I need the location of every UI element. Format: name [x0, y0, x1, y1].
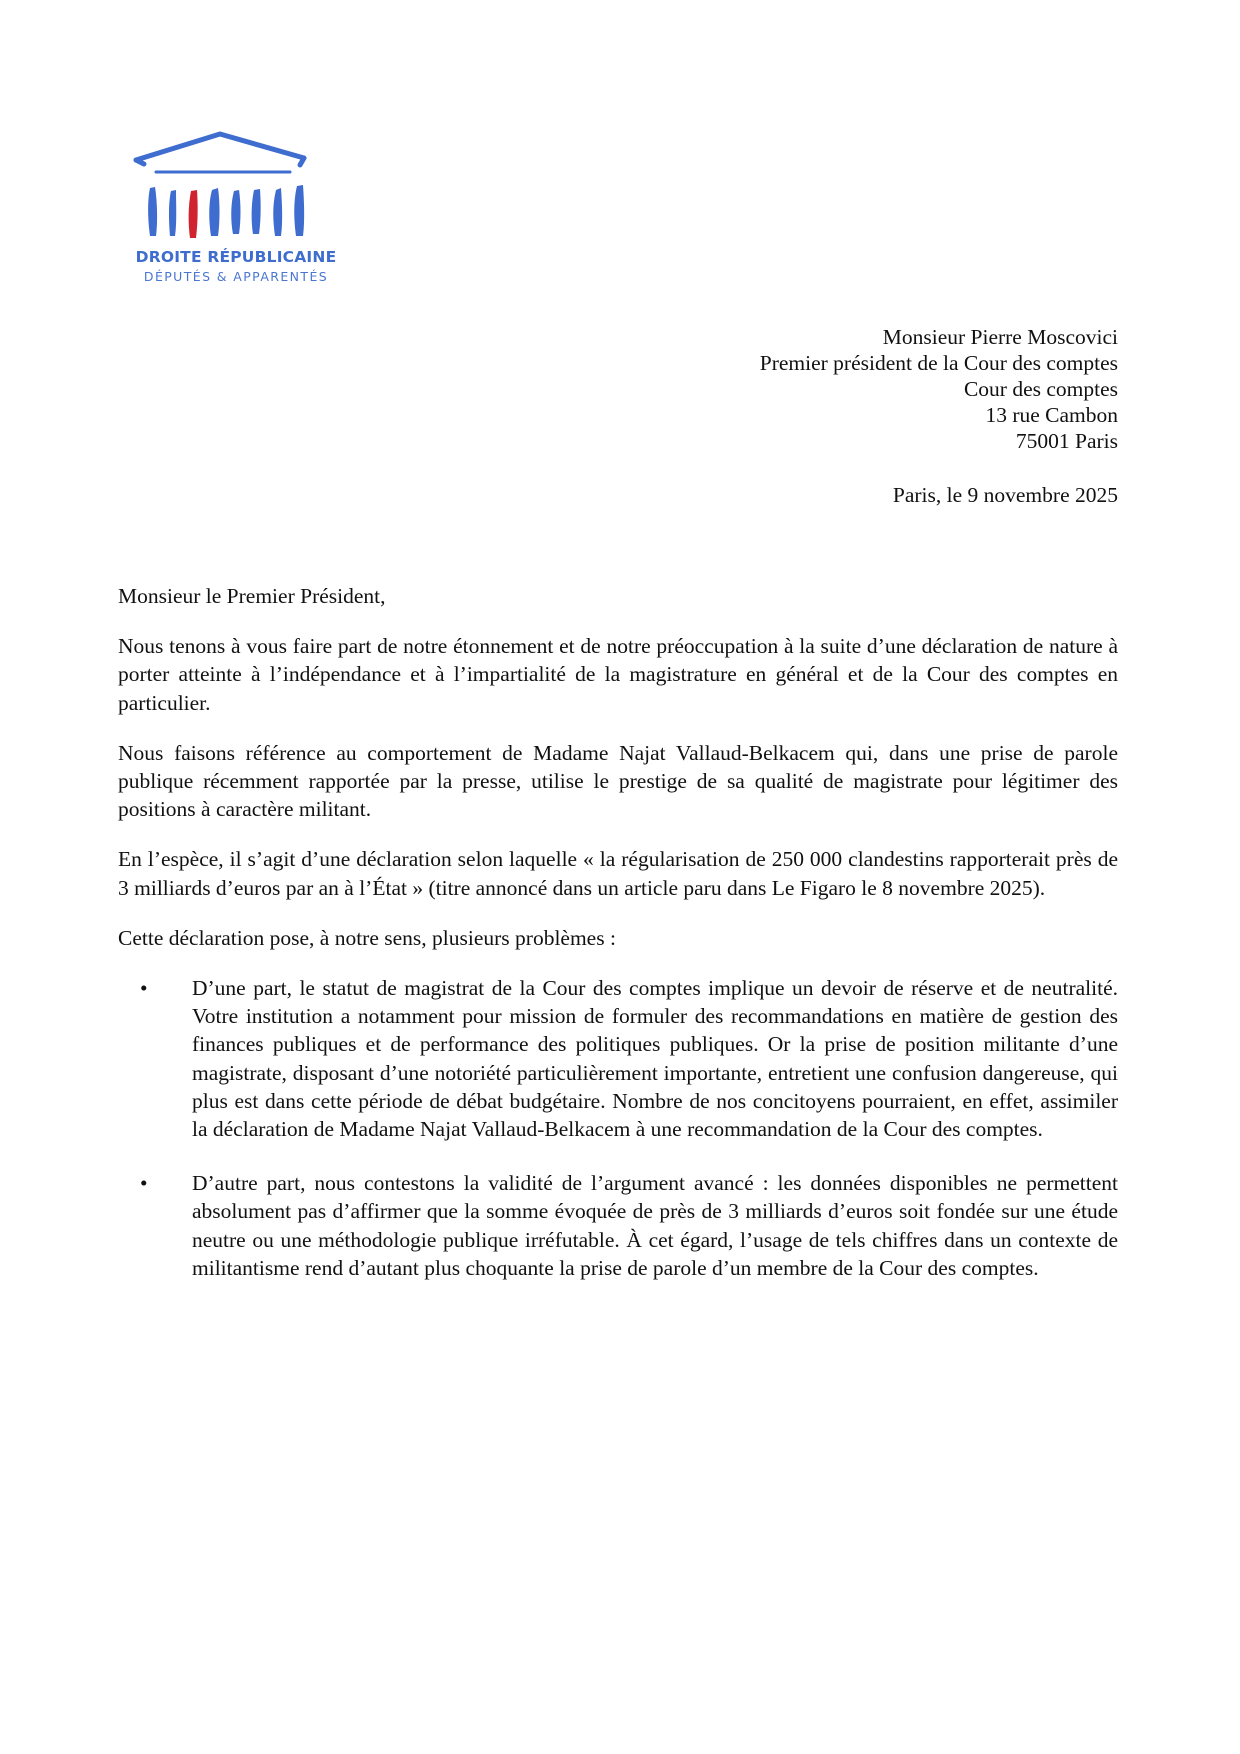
- recipient-street: 13 rue Cambon: [985, 403, 1118, 427]
- assembly-building-icon: [130, 130, 340, 248]
- recipient-name: Monsieur Pierre Moscovici: [882, 325, 1118, 349]
- recipient-address: [760, 324, 1118, 454]
- list-item: [118, 974, 1118, 1143]
- letter-date: Paris, le 9 novembre 2025: [892, 483, 1118, 507]
- bullet-icon: •: [140, 976, 148, 1001]
- recipient-organization: Cour des comptes: [963, 377, 1118, 401]
- list-item-text: D’une part, le statut de magistrat de la Cour des comptes implique un devoir de réserve et de neutralité. Votre institution a notamment pour mission de formuler des recommandations en matière de gestion des finances publiques et de performance des politiques publiques. Or la prise de position militante d’une magistrate, disposant d’une notoriété particulièrement importante, entretient une confusion dangereuse, qui plus est dans cette période de débat budgétaire. Nombre de nos concitoyens pourraient, en effet, assimiler la déclaration de Madame Najat Vallaud-Belkacem à une recommandation de la Cour des comptes.: [192, 976, 1118, 1142]
- paragraph-intro: Nous tenons à vous faire part de notre étonnement et de notre préoccupation à la suite d’une déclaration de nature à porter atteinte à l’indépendance et à l’impartialité de la magistrature en général et de la Cour des comptes en particulier.: [118, 634, 1118, 715]
- paragraph-problems-lead: Cette déclaration pose, à notre sens, plusieurs problèmes :: [118, 925, 616, 950]
- logo-title: DROITE RÉPUBLICAINE: [135, 248, 337, 266]
- problems-list: [118, 974, 1118, 1282]
- recipient-city: 75001 Paris: [1015, 429, 1118, 453]
- list-item-text: D’autre part, nous contestons la validité de l’argument avancé : les données disponibles ne permettent absolument pas d’affirmer que la somme évoquée de près de 3 milliards d’euros soit fondée sur une étude neutre ou une méthodologie publique irréfutable. À cet égard, l’usage de tels chiffres dans un contexte de militantisme rend d’autant plus choquante la prise de parole d’un membre de la Cour des comptes.: [192, 1171, 1118, 1280]
- paragraph-quote: En l’espèce, il s’agit d’une déclaration selon laquelle « la régularisation de 250 000 clandestins rapporterait près de 3 milliards d’euros par an à l’État » (titre annoncé dans un article paru dans Le Figaro le 8 novembre 2025).: [118, 847, 1118, 900]
- letter-body: [118, 582, 1118, 1308]
- list-item: [118, 1169, 1118, 1282]
- bullet-icon: •: [140, 1171, 148, 1196]
- logo-subtitle: DÉPUTÉS & APPARENTÉS: [143, 269, 329, 284]
- paragraph-reference: Nous faisons référence au comportement de Madame Najat Vallaud-Belkacem qui, dans une prise de parole publique récemment rapportée par la presse, utilise le prestige de sa qualité de magistrate pour légitimer des positions à caractère militant.: [118, 740, 1118, 822]
- salutation: Monsieur le Premier Président,: [118, 584, 386, 608]
- recipient-title: Premier président de la Cour des comptes: [759, 351, 1118, 375]
- party-logo: [130, 130, 340, 290]
